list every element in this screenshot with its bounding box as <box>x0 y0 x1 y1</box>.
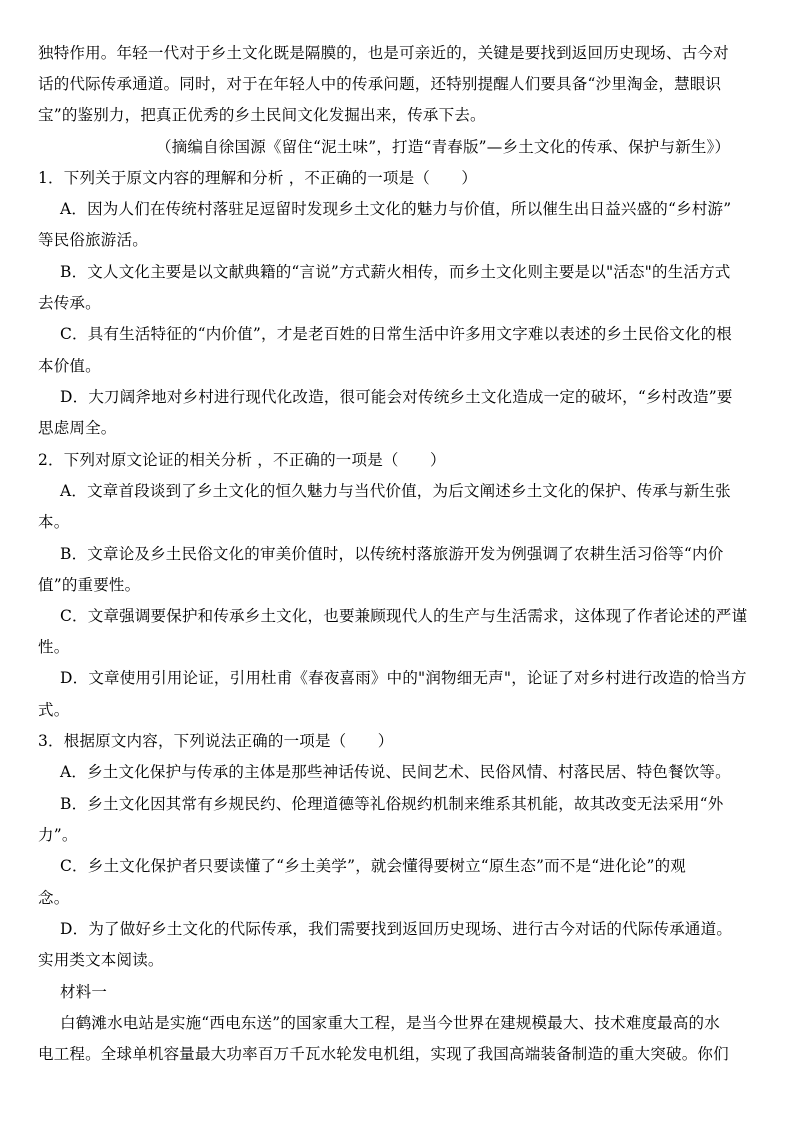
question-2-stem: 2．下列对原文论证的相关分析 ，不正确的一项是（ ） <box>38 451 446 469</box>
source-citation: （摘编自徐国源《留住“泥土味”，打造“青春版”—乡土文化的传承、保护与新生》） <box>156 138 731 156</box>
q2-option-a-line-2: 本。 <box>38 513 70 531</box>
q2-option-d-line-1: D．文章使用引用论证，引用杜甫《春夜喜雨》中的"润物细无声"，论证了对乡村进行改造的恰当方 <box>60 669 747 687</box>
section-title: 实用类文本阅读。 <box>38 951 164 969</box>
q2-option-b-line-1: B．文章论及乡土民俗文化的审美价值时，以传统村落旅游开发为例强调了农耕生活习俗等“内价 <box>60 545 724 563</box>
q3-option-c-line-1: C．乡土文化保护者只要读懂了“乡土美学”，就会懂得要树立“原生态”而不是“进化论”的观 <box>60 857 687 875</box>
q3-option-b-line-1: B．乡土文化因其常有乡规民约、伦理道德等礼俗规约机制来维系其机能，故其改变无法采用“外 <box>60 795 724 813</box>
q2-option-a-line-1: A．文章首段谈到了乡土文化的恒久魅力与当代价值，为后文阐述乡土文化的保护、传承与新生张 <box>60 482 731 500</box>
question-3-stem: 3．根据原文内容，下列说法正确的一项是（ ） <box>38 732 394 750</box>
material-paragraph-line-2: 电工程。全球单机容量最大功率百万千瓦水轮发电机组，实现了我国高端装备制造的重大突破。你们 <box>38 1045 729 1063</box>
q3-option-c-line-2: 念。 <box>38 889 70 907</box>
material-paragraph-line-1: 白鹤滩水电站是实施“西电东送”的国家重大工程，是当今世界在建规模最大、技术难度最高的水 <box>60 1014 720 1032</box>
q1-option-a-line-1: A．因为人们在传统村落驻足逗留时发现乡土文化的魅力与价值，所以催生出日益兴盛的“乡村游” <box>60 200 732 218</box>
q1-option-c-line-2: 本价值。 <box>38 357 101 375</box>
question-1-stem: 1．下列关于原文内容的理解和分析 ，不正确的一项是（ ） <box>38 169 478 187</box>
q2-option-d-line-2: 式。 <box>38 701 70 719</box>
q2-option-c-line-1: C．文章强调要保护和传承乡土文化，也要兼顾现代人的生产与生活需求，这体现了作者论述的严谨 <box>60 607 748 625</box>
material-heading: 材料一 <box>60 983 108 1001</box>
q3-option-b-line-2: 力”。 <box>38 826 78 844</box>
q3-option-a: A．乡土文化保护与传承的主体是那些神话传说、民间艺术、民俗风情、村落民居、特色餐饮等。 <box>60 763 731 781</box>
intro-line-1: 独特作用。年轻一代对于乡土文化既是隔膜的，也是可亲近的，关键是要找到返回历史现场、古今对 <box>38 44 729 62</box>
q1-option-c-line-1: C．具有生活特征的“内价值”，才是老百姓的日常生活中许多用文字难以表述的乡土民俗文化的根 <box>60 325 733 343</box>
intro-line-2: 话的代际传承通道。同时，对于在年轻人中的传承问题，还特别提醒人们要具备“沙里淘金，慧眼识 <box>38 75 722 93</box>
q2-option-c-line-2: 性。 <box>38 638 70 656</box>
intro-line-3: 宝”的鉴别力，把真正优秀的乡土民间文化发掘出来，传承下去。 <box>38 106 486 124</box>
q3-option-d: D．为了做好乡土文化的代际传承，我们需要找到返回历史现场、进行古今对话的代际传承通道。 <box>60 920 733 938</box>
q1-option-b-line-2: 去传承。 <box>38 294 101 312</box>
q2-option-b-line-2: 值”的重要性。 <box>38 576 141 594</box>
q1-option-a-line-2: 等民俗旅游活。 <box>38 231 148 249</box>
q1-option-b-line-1: B．文人文化主要是以文献典籍的“言说”方式薪火相传，而乡土文化则主要是以"活态"的生活方式 <box>60 263 731 281</box>
q1-option-d-line-1: D．大刀阔斧地对乡村进行现代化改造，很可能会对传统乡土文化造成一定的破坏，“乡村改造”要 <box>60 388 733 406</box>
q1-option-d-line-2: 思虑周全。 <box>38 419 117 437</box>
